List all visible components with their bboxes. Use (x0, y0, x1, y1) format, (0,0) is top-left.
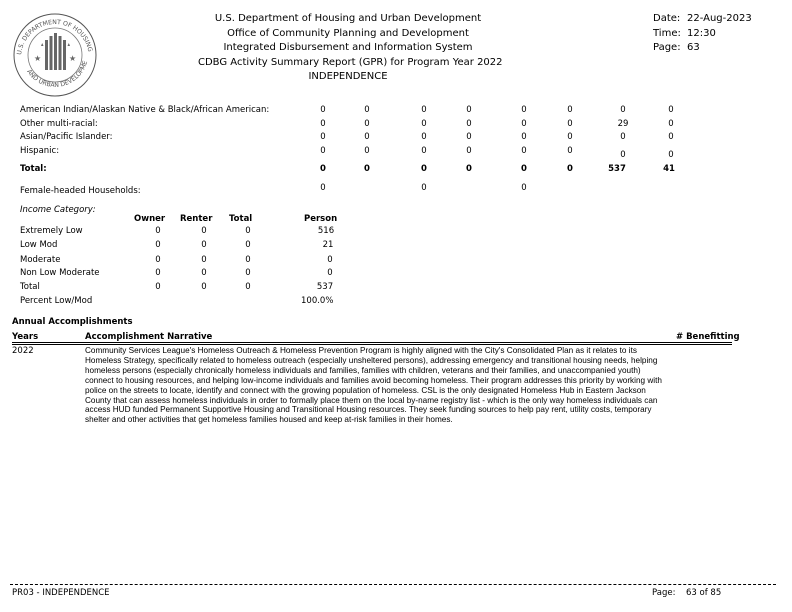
income-category-title: Income Category: (20, 205, 96, 215)
header-rule (12, 342, 732, 343)
race-cell: 0 (521, 105, 527, 115)
race-total-cell: 537 (608, 164, 626, 174)
office-title: Office of Community Planning and Development (227, 28, 469, 39)
accomplishment-narrative: Community Services League's Homeless Outreach & Homeless Prevention Program is highly aligned with the City's Consolidated Plan as it relates to its Homeless Strategy, specifically related to homeless outreach (especially unsheltered persons), addressing emergency and transitional housing needs, helping homeless persons (especially chronically homeless individuals and families, families with children, veterans and their families, and unaccompanied youth) connect to housing resources, and helping low-income individuals and families avoid becoming homeless. Their program addresses this priority by working with police on the streets to locate, identify and connect with the growing population of homeless. CSL is the only designated Homeless Hub in Eastern Jackson County that can assess homeless individuals in order to formally place them on the local by-name registry list - which is the only way homeless individuals can access HUD funded Permanent Supportive Housing and Transitional Housing resources. They seek funding sources to help pay rent, utility costs, temporary shelter and other activities that get homeless families housed and keep at-risk families in their homes. (85, 346, 662, 425)
race-cell: 0 (364, 105, 370, 115)
svg-text:★: ★ (69, 54, 77, 63)
income-row-label: Low Mod (20, 240, 58, 250)
hud-seal-logo (12, 12, 98, 98)
income-cell: 0 (155, 282, 161, 292)
percent-low-mod-label: Percent Low/Mod (20, 296, 93, 306)
income-cell: 0 (245, 226, 251, 236)
svg-text:★: ★ (34, 54, 42, 63)
race-cell: 0 (466, 119, 472, 129)
race-total-cell: 0 (364, 164, 370, 174)
race-cell: 0 (567, 119, 573, 129)
percent-low-mod-value: 100.0% (301, 296, 334, 306)
race-cell: 0 (421, 132, 427, 142)
income-cell: 0 (201, 240, 207, 250)
svg-text:U.S. DEPARTMENT OF HOUSING: U.S. DEPARTMENT OF HOUSING (16, 18, 94, 56)
annual-accomplishments-title: Annual Accomplishments (12, 317, 133, 327)
date-value: 22-Aug-2023 (687, 13, 752, 24)
race-cell: 0 (320, 119, 326, 129)
income-header-person: Person (304, 214, 338, 224)
footer-page-label: Page: (652, 588, 676, 598)
race-cell: 0 (567, 132, 573, 142)
income-cell: 21 (322, 240, 334, 250)
svg-text:AND URBAN DEVELOPMENT: AND URBAN DEVELOPME (25, 60, 90, 90)
race-cell: 0 (466, 146, 472, 156)
race-cell: 0 (320, 132, 326, 142)
race-cell: 0 (668, 119, 674, 129)
income-cell: 0 (245, 255, 251, 265)
race-row-label: Hispanic: (20, 146, 60, 156)
header-rule-double (12, 344, 732, 345)
race-cell: 0 (320, 105, 326, 115)
accomplishment-year: 2022 (12, 346, 34, 356)
income-header-renter: Renter (180, 214, 213, 224)
race-total-cell: 0 (466, 164, 472, 174)
income-cell: 0 (245, 282, 251, 292)
income-header-total: Total (229, 214, 253, 224)
race-cell: 0 (364, 132, 370, 142)
race-row-label: American Indian/Alaskan Native & Black/African American: (20, 105, 270, 115)
grantee-name: INDEPENDENCE (308, 71, 388, 82)
income-cell: 537 (316, 282, 334, 292)
race-total-cell: 0 (320, 164, 326, 174)
income-cell: 0 (155, 255, 161, 265)
race-row-label: Other multi-racial: (20, 119, 98, 129)
footer-page-value: 63 of 85 (686, 588, 722, 598)
race-cell: 0 (466, 105, 472, 115)
income-cell: 0 (245, 268, 251, 278)
income-cell: 0 (327, 255, 333, 265)
race-cell: 0 (620, 132, 626, 142)
race-cell: 0 (421, 146, 427, 156)
income-row-label: Extremely Low (20, 226, 83, 236)
race-total-cell: 0 (421, 164, 427, 174)
page-label: Page: (653, 42, 681, 53)
female-headed-cell: 0 (521, 183, 527, 193)
income-cell: 0 (201, 226, 207, 236)
race-cell: 0 (364, 119, 370, 129)
race-cell: 0 (567, 146, 573, 156)
race-cell: 0 (421, 105, 427, 115)
race-cell: 0 (668, 105, 674, 115)
race-cell: 29 (617, 119, 629, 129)
income-cell: 0 (155, 268, 161, 278)
race-total-cell: 0 (567, 164, 573, 174)
race-cell: 0 (668, 132, 674, 142)
report-title: CDBG Activity Summary Report (GPR) for Program Year 2022 (198, 57, 503, 68)
race-cell: 0 (364, 146, 370, 156)
female-headed-label: Female-headed Households: (20, 186, 141, 196)
race-cell: 0 (521, 119, 527, 129)
race-cell: 0 (620, 150, 626, 160)
years-column-header: Years (12, 332, 39, 342)
race-cell: 0 (668, 150, 674, 160)
race-total-cell: 0 (521, 164, 527, 174)
income-cell: 0 (155, 226, 161, 236)
female-headed-cell: 0 (421, 183, 427, 193)
income-cell: 0 (201, 268, 207, 278)
income-row-label: Moderate (20, 255, 61, 265)
time-value: 12:30 (687, 28, 716, 39)
income-cell: 0 (245, 240, 251, 250)
race-cell: 0 (521, 146, 527, 156)
female-headed-cell: 0 (320, 183, 326, 193)
race-cell: 0 (620, 105, 626, 115)
system-title: Integrated Disbursement and Information System (223, 42, 473, 53)
race-cell: 0 (320, 146, 326, 156)
income-row-label: Total (20, 282, 40, 292)
income-cell: 0 (201, 282, 207, 292)
income-cell: 0 (327, 268, 333, 278)
race-cell: 0 (567, 105, 573, 115)
date-label: Date: (653, 13, 681, 24)
race-cell: 0 (421, 119, 427, 129)
footer-report-id: PR03 - INDEPENDENCE (12, 588, 110, 598)
income-cell: 0 (155, 240, 161, 250)
income-row-label: Non Low Moderate (20, 268, 100, 278)
income-cell: 516 (317, 226, 335, 236)
race-total-label: Total: (20, 164, 47, 174)
dept-title: U.S. Department of Housing and Urban Development (214, 13, 482, 24)
race-row-label: Asian/Pacific Islander: (20, 132, 113, 142)
narrative-column-header: Accomplishment Narrative (85, 332, 213, 342)
footer-divider (10, 584, 776, 585)
race-cell: 0 (466, 132, 472, 142)
income-cell: 0 (201, 255, 207, 265)
time-label: Time: (653, 28, 681, 39)
benefitting-column-header: # Benefitting (676, 332, 740, 342)
race-total-cell: 41 (663, 164, 675, 174)
page-value: 63 (687, 42, 700, 53)
income-header-owner: Owner (134, 214, 166, 224)
race-cell: 0 (521, 132, 527, 142)
